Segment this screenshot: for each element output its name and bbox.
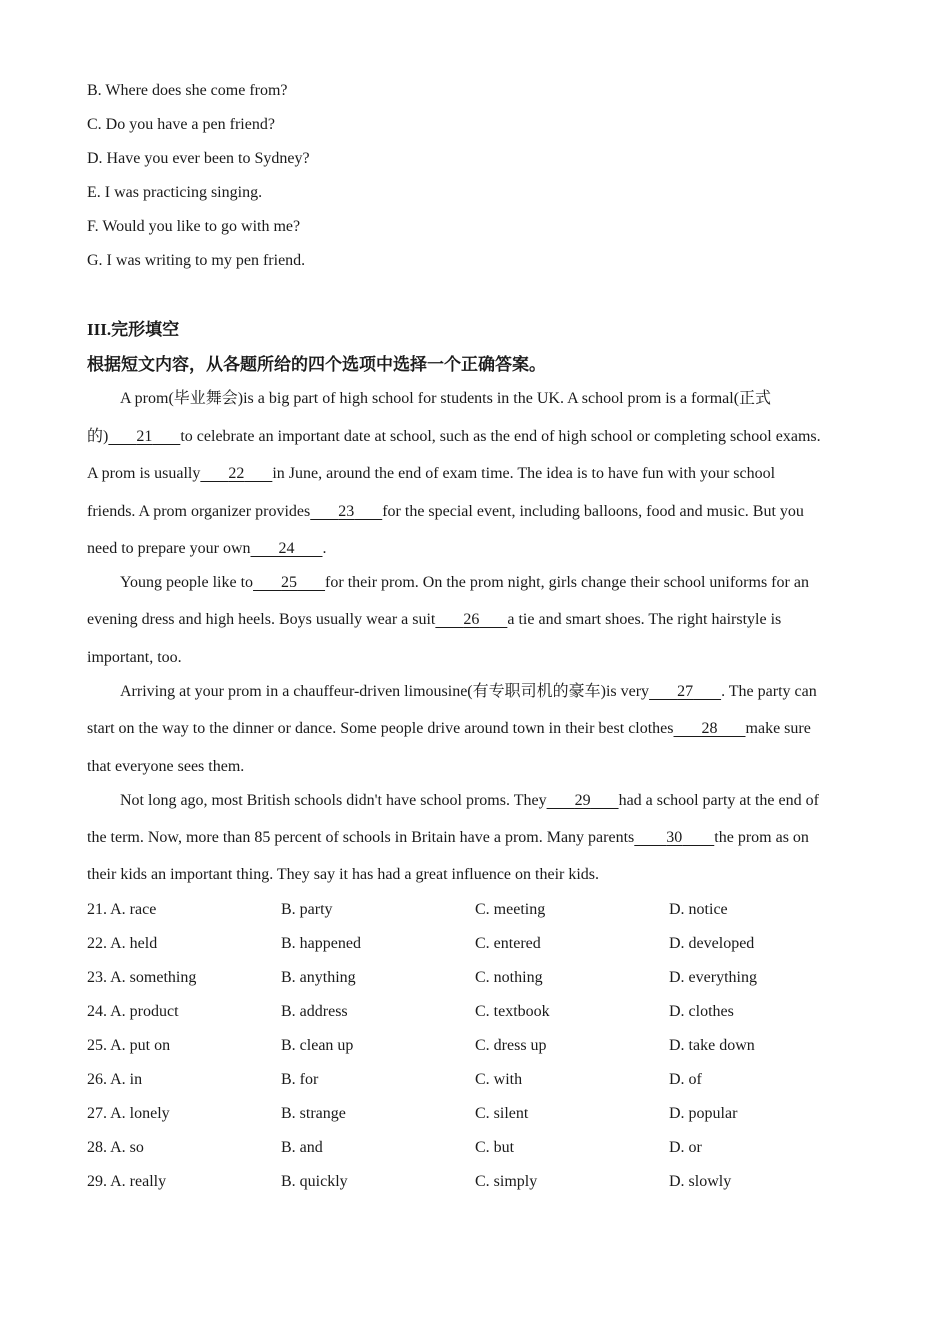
option-b: B. anything: [281, 969, 356, 986]
option-a: 21. A. race: [87, 901, 157, 918]
passage-line: [87, 539, 327, 559]
passage-line: [87, 610, 781, 630]
passage-line: [120, 791, 819, 811]
passage-line: [120, 573, 809, 593]
option-line: B. Where does she come from?: [87, 82, 288, 99]
passage-line: their kids an important thing. They say it has had a great influence on their kids.: [87, 866, 600, 883]
passage-line: [87, 464, 775, 484]
passage-text: Arriving at your prom in a chauffeur-driven limousine(有专职司机的豪车)is very: [120, 683, 650, 700]
section-instruction: 根据短文内容，从各题所给的四个选项中选择一个正确答案。: [87, 355, 546, 374]
blank-25: 25: [281, 574, 298, 591]
passage-text: a tie and smart shoes. The right hairstyle is: [507, 611, 782, 628]
option-c: C. simply: [475, 1173, 538, 1190]
blank-26: 26: [463, 611, 480, 628]
passage-text: the term. Now, more than 85 percent of schools in Britain have a prom. Many parents: [87, 829, 635, 846]
blank-24: 24: [278, 540, 295, 557]
passage-line: [87, 502, 804, 522]
blank-23: 23: [338, 503, 355, 520]
question-row: [87, 1036, 887, 1056]
option-a: 22. A. held: [87, 935, 158, 952]
option-c: C. dress up: [475, 1037, 547, 1054]
blank-28: 28: [701, 720, 718, 737]
option-a: 25. A. put on: [87, 1037, 171, 1054]
option-b: B. address: [281, 1003, 348, 1020]
question-row: [87, 1172, 887, 1192]
passage-text: to celebrate an important date at school, such as the end of high school or completing school exams.: [180, 428, 821, 445]
passage-text: for their prom. On the prom night, girls change their school uniforms for an: [325, 574, 809, 591]
option-d: D. clothes: [669, 1003, 734, 1020]
passage-line: [120, 682, 817, 702]
blank-21: 21: [136, 428, 153, 445]
question-row: [87, 1104, 887, 1124]
question-row: [87, 1070, 887, 1090]
option-line: D. Have you ever been to Sydney?: [87, 150, 310, 167]
blank-27: 27: [677, 683, 694, 700]
option-a: 29. A. really: [87, 1173, 167, 1190]
option-c: C. textbook: [475, 1003, 550, 1020]
option-b: B. and: [281, 1139, 323, 1156]
option-b: B. clean up: [281, 1037, 354, 1054]
passage-text: Not long ago, most British schools didn't have school proms. They: [120, 792, 547, 809]
option-c: C. nothing: [475, 969, 543, 986]
option-c: C. silent: [475, 1105, 529, 1122]
question-row: [87, 934, 887, 954]
option-c: C. with: [475, 1071, 523, 1088]
passage-text: the prom as on: [714, 829, 809, 846]
passage-text: .: [322, 540, 327, 557]
option-a: 27. A. lonely: [87, 1105, 170, 1122]
option-d: D. popular: [669, 1105, 738, 1122]
option-b: B. quickly: [281, 1173, 348, 1190]
option-line: C. Do you have a pen friend?: [87, 116, 275, 133]
passage-text: in June, around the end of exam time. The idea is to have fun with your school: [272, 465, 776, 482]
option-d: D. slowly: [669, 1173, 732, 1190]
option-b: B. strange: [281, 1105, 346, 1122]
option-a: 23. A. something: [87, 969, 197, 986]
passage-line: important, too.: [87, 649, 182, 666]
passage-text: had a school party at the end of: [618, 792, 819, 809]
option-c: C. but: [475, 1139, 515, 1156]
passage-text: start on the way to the dinner or dance. Some people drive around town in their best clothes: [87, 720, 674, 737]
blank-30: 30: [666, 829, 683, 846]
passage-line: [87, 828, 809, 848]
question-row: [87, 900, 887, 920]
question-row: [87, 968, 887, 988]
blank-22: 22: [228, 465, 245, 482]
option-line: E. I was practicing singing.: [87, 184, 263, 201]
passage-text: . The party can: [721, 683, 817, 700]
option-c: C. meeting: [475, 901, 546, 918]
option-b: B. happened: [281, 935, 361, 952]
option-d: D. everything: [669, 969, 757, 986]
option-line: F. Would you like to go with me?: [87, 218, 301, 235]
option-d: D. of: [669, 1071, 702, 1088]
option-c: C. entered: [475, 935, 541, 952]
passage-line: [87, 427, 821, 447]
option-b: B. party: [281, 901, 333, 918]
option-a: 26. A. in: [87, 1071, 143, 1088]
passage-text: Young people like to: [120, 574, 254, 591]
question-row: [87, 1002, 887, 1022]
passage-text: make sure: [745, 720, 811, 737]
passage-text: A prom is usually: [87, 465, 201, 482]
passage-text: evening dress and high heels. Boys usually wear a suit: [87, 611, 436, 628]
option-a: 24. A. product: [87, 1003, 179, 1020]
passage-text: for the special event, including balloons, food and music. But you: [382, 503, 804, 520]
option-d: D. notice: [669, 901, 728, 918]
option-d: D. developed: [669, 935, 755, 952]
option-b: B. for: [281, 1071, 319, 1088]
section-title: III.完形填空: [87, 320, 180, 339]
passage-text: need to prepare your own: [87, 540, 251, 557]
passage-line: that everyone sees them.: [87, 758, 245, 775]
passage-text: friends. A prom organizer provides: [87, 503, 311, 520]
option-line: G. I was writing to my pen friend.: [87, 252, 306, 269]
question-row: [87, 1138, 887, 1158]
option-d: D. or: [669, 1139, 702, 1156]
passage-line: [87, 719, 811, 739]
passage-line: A prom(毕业舞会)is a big part of high school for students in the UK. A school prom is a formal(正式: [120, 390, 772, 407]
passage-text: 的): [87, 428, 109, 445]
blank-29: 29: [574, 792, 591, 809]
option-a: 28. A. so: [87, 1139, 144, 1156]
option-d: D. take down: [669, 1037, 755, 1054]
